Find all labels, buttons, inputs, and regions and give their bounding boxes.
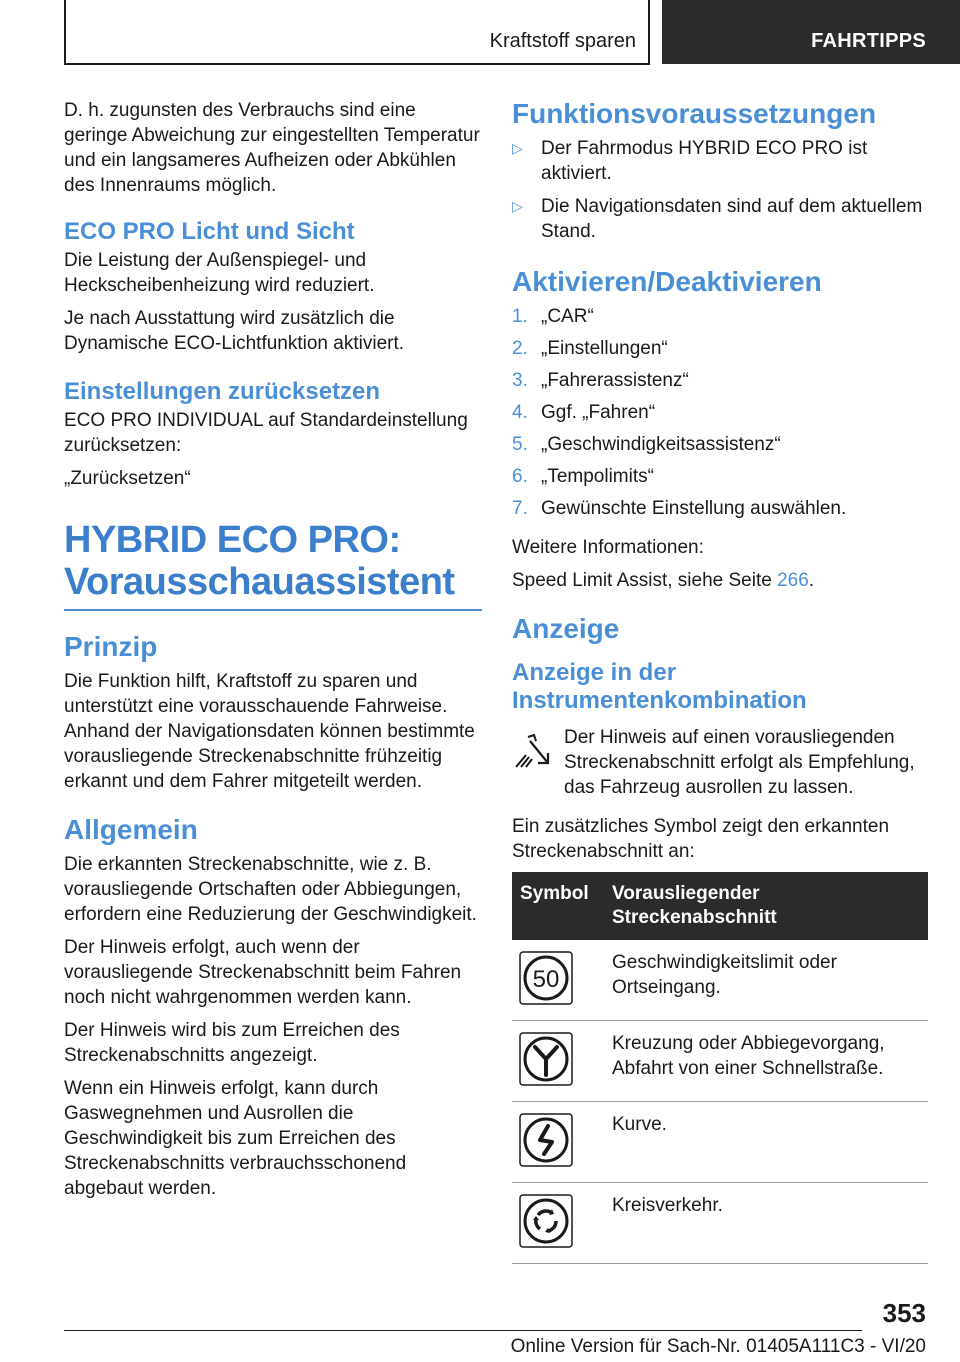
curve-icon	[518, 1112, 574, 1168]
prinzip-paragraph: Die Funktion hilft, Kraftstoff zu sparen und unterstützt eine vorausschauende Fahrweise. Anhand der Navigationsdaten können bestimmte vorausliegende Streckenabschnitte frühzeitig erkannt und dem Fahrer mitgeteilt werden.	[64, 671, 475, 792]
table-row	[512, 1021, 928, 1102]
reset-paragraph-1: ECO PRO INDIVIDUAL auf Standardeinstellung zurücksetzen:	[64, 410, 468, 456]
table-header-section: Vorausliegender Streckenabschnitt	[604, 872, 928, 940]
list-item: ▷ Die Navigationsdaten sind auf dem aktuellem Stand.	[512, 196, 923, 242]
heading-allgemein: Allgemein	[64, 814, 198, 845]
hint-paragraph: Der Hinweis auf einen vorausliegenden Streckenabschnitt erfolgt als Empfehlung, das Fahrzeug ausrollen zu lassen.	[564, 727, 915, 798]
licht-paragraph-1: Die Leistung der Außenspiegel- und Heckscheibenheizung wird reduziert.	[64, 250, 375, 296]
symbol-intro-paragraph: Ein zusätzliches Symbol zeigt den erkannten Streckenabschnitt an:	[512, 816, 890, 862]
header-chapter-tab	[662, 0, 960, 64]
heading-reset: Einstellungen zurücksetzen	[64, 378, 381, 405]
list-item: 7. Gewünschte Einstellung auswählen.	[512, 498, 847, 519]
table-header-symbol: Symbol	[512, 872, 604, 940]
heading-funktion: Funktionsvoraussetzungen	[512, 98, 877, 129]
header-chapter-label: FAHRTIPPS	[811, 30, 926, 52]
table-cell: Kurve.	[604, 1102, 928, 1183]
header-divider	[648, 0, 650, 64]
symbol-table	[512, 872, 928, 1264]
table-cell: Kreuzung oder Abbiegevorgang, Abfahrt von einer Schnellstraße.	[604, 1021, 928, 1102]
list-item: 3. „Fahrerassistenz“	[512, 370, 689, 391]
triangle-bullet-icon: ▷	[512, 198, 523, 214]
heading-aktivieren: Aktivieren/Deaktivieren	[512, 266, 822, 297]
reset-paragraph-2: „Zurücksetzen“	[64, 468, 191, 489]
table-cell: Geschwindigkeitslimit oder Ortseingang.	[604, 940, 928, 1021]
reference-paragraph: Speed Limit Assist, siehe Seite 266.	[512, 570, 815, 591]
page-link[interactable]: 266	[777, 570, 809, 591]
page-number: 353	[882, 1298, 926, 1328]
speed-limit-50-icon	[518, 950, 574, 1006]
header-bottom-rule	[64, 63, 650, 65]
more-info-label: Weitere Informationen:	[512, 537, 704, 558]
licht-paragraph-2: Je nach Ausstattung wird zusätzlich die Dynamische ECO-Lichtfunktion aktiviert.	[64, 308, 405, 354]
chapter-rule	[64, 609, 482, 611]
heading-anzeige: Anzeige	[512, 613, 620, 644]
requirements-list	[512, 136, 928, 244]
left-column	[64, 98, 482, 1209]
heading-instrument-cluster: Anzeige in der Instrumentenkombination	[512, 659, 807, 714]
heading-licht: ECO PRO Licht und Sicht	[64, 218, 355, 245]
table-row	[512, 1102, 928, 1183]
header-left-rule	[64, 0, 66, 64]
list-item: ▷ Der Fahrmodus HYBRID ECO PRO ist aktiviert.	[512, 138, 868, 184]
right-column	[512, 98, 928, 1264]
list-item: 1. „CAR“	[512, 306, 594, 327]
list-item: 2. „Einstellungen“	[512, 338, 668, 359]
heading-prinzip: Prinzip	[64, 631, 158, 662]
list-item: 4. Ggf. „Fahren“	[512, 402, 656, 423]
allgemein-paragraph-3: Der Hinweis wird bis zum Erreichen des Streckenabschnitts angezeigt.	[64, 1020, 400, 1066]
coasting-hint-icon	[512, 733, 552, 773]
allgemein-paragraph-2: Der Hinweis erfolgt, auch wenn der vorausliegende Streckenabschnitt beim Fahren noch nicht wahrgenommen werden kann.	[64, 937, 462, 1008]
svg-text:50: 50	[532, 966, 560, 993]
allgemein-paragraph-1: Die erkannten Streckenabschnitte, wie z. B. vorausliegende Ortschaften oder Abbiegungen, erfordern eine Reduzierung der Geschwindigkeit.	[64, 854, 477, 925]
list-item: 5. „Geschwindigkeitsassistenz“	[512, 434, 781, 455]
junction-icon	[518, 1031, 574, 1087]
intro-paragraph: D. h. zugunsten des Verbrauchs sind eine geringe Abweichung zur eingestellten Temperatur und ein langsameres Aufheizen oder Abkühlen des Innenraums möglich.	[64, 100, 480, 196]
steps-list	[512, 304, 928, 521]
chapter-title: HYBRID ECO PRO: Vorausschauassistent	[64, 519, 455, 603]
footer-online-version: Online Version für Sach-Nr. 01405A111C3 - VI/20	[510, 1336, 926, 1357]
table-row	[512, 940, 928, 1021]
header-section-title: Kraftstoff sparen	[489, 30, 636, 52]
table-cell: Kreisverkehr.	[604, 1183, 928, 1264]
table-row	[512, 1183, 928, 1264]
list-item: 6. „Tempolimits“	[512, 466, 654, 487]
roundabout-icon	[518, 1193, 574, 1249]
hint-block	[512, 725, 928, 800]
table-header-row	[512, 872, 928, 940]
footer-rule	[64, 1330, 862, 1331]
allgemein-paragraph-4: Wenn ein Hinweis erfolgt, kann durch Gaswegnehmen und Ausrollen die Geschwindigkeit bis zum Erreichen des Streckenabschnitts verbrauchsschonend abgebaut werden.	[64, 1078, 407, 1199]
triangle-bullet-icon: ▷	[512, 140, 523, 156]
